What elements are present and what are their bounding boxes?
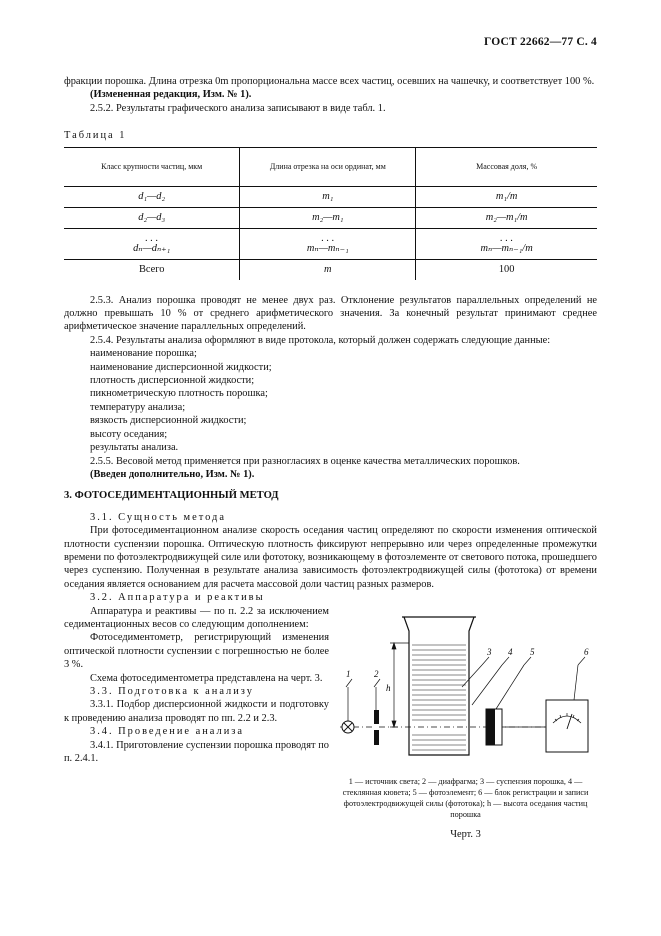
paragraph-3-2-device: Фотоседиментометр, регистрирующий изменения оптической плотности суспензии с погрешностью не более 3 %.	[64, 632, 329, 671]
table-cell: Всего	[138, 263, 165, 275]
list-item: пикнометрическую плотность порошка;	[90, 388, 268, 400]
list-item: плотность дисперсионной жидкости;	[90, 375, 255, 387]
paragraph-2-5-3: 2.5.3. Анализ порошка проводят не менее двух раз. Отклонение результатов параллельных определений не должно превышать 10 % от среднего арифметического значения. За конечный результат принимают среднее арифметическое значение параллельных определений.	[64, 294, 597, 333]
label-3: 3	[487, 646, 492, 657]
subsection-3-4-title: 3.4. Проведение анализа	[90, 726, 244, 738]
table-cell: d₂—d₃	[64, 207, 240, 228]
cuvette-icon	[402, 617, 476, 755]
table-row	[64, 207, 597, 228]
table-cell: 100	[416, 259, 597, 280]
table-cell: m₂—m₁	[240, 207, 416, 228]
h-label: h	[386, 682, 391, 693]
table-cell: . . . mₙ—mₙ₋₁/m	[416, 228, 597, 259]
paragraph-3-3-1: 3.3.1. Подбор дисперсионной жидкости и подготовку к проведению анализа проводят по пп. 2.2 и 2.3.	[64, 699, 329, 724]
table-cell: . . . mₙ—mₙ₋₁	[240, 228, 416, 259]
subsection-3-3-title: 3.3. Подготовка к анализу	[90, 686, 254, 697]
two-column-block	[64, 605, 597, 840]
left-column	[64, 605, 329, 766]
list-item: наименование порошка;	[90, 348, 197, 360]
table-header: Массовая доля, %	[416, 147, 597, 186]
label-4: 4	[508, 646, 513, 657]
paragraph-3-1: При фотоседиментационном анализе скорость оседания частиц определяют по скорости изменения оптической плотности суспензии порошка. Оптическую плотность фиксируют непрерывно или через определенные промежутки времени по фотоэлектродвижущей силе или фототоку, возникающему в фотоэлементе от светового потока, прошедшего через суспензию. Полученная в результате анализа зависимость фотоэлектродвижущей силы (фототока) от времени оседания является основанием для расчета массовой доли частиц разных размеров.	[64, 525, 597, 590]
table-cell: m₂—m₁/m	[416, 207, 597, 228]
list-item: результаты анализа.	[90, 442, 179, 454]
table-cell: m	[240, 259, 416, 280]
table-header: Длина отрезка на оси ординат, мм	[240, 147, 416, 186]
label-5: 5	[530, 646, 535, 657]
table-cell: . . . dₙ—dₙ₊₁	[64, 228, 240, 259]
table-cell: m₁	[240, 186, 416, 207]
table-row	[64, 186, 597, 207]
table-caption: Таблица 1	[64, 130, 127, 142]
list-item: наименование дисперсионной жидкости;	[90, 361, 272, 373]
page-header: ГОСТ 22662—77 С. 4	[484, 36, 597, 48]
table-row	[64, 259, 597, 280]
suspension-fill	[412, 645, 466, 750]
table-row	[64, 228, 597, 259]
figure-caption: 1 — источник света; 2 — диафрагма; 3 — суспензия порошка, 4 — стеклянная кювета; 5 — фотоэлемент; 6 — блок регистрации и записи фотоэлектродвижущей силы (фототока); h — высота оседания частиц порошка	[342, 776, 589, 819]
results-table	[64, 147, 597, 280]
table-cell: m₁/m	[416, 186, 597, 207]
figure-number: Черт. 3	[450, 828, 481, 840]
list-item: вязкость дисперсионной жидкости;	[90, 415, 247, 427]
height-dimension	[390, 643, 409, 727]
subsection-3-1-title: 3.1. Сущность метода	[90, 511, 226, 523]
paragraph-3-2: Аппаратура и реактивы — по п. 2.2 за исключением седиментационных весов со следующим дополнением:	[64, 605, 329, 630]
paragraph-2-5-4: 2.5.4. Результаты анализа оформляют в виде протокола, который должен содержать следующие данные:	[90, 334, 551, 346]
document-body	[64, 75, 597, 840]
paragraph-3-4-1: 3.4.1. Приготовление суспензии порошка проводят по п. 2.4.1.	[64, 739, 329, 765]
table-header: Класс крупности частиц, мкм	[64, 147, 240, 186]
label-6: 6	[584, 646, 589, 657]
paragraph-2-5-5: 2.5.5. Весовой метод применяется при разногласиях в оценке качества металлических порошков.	[90, 455, 520, 467]
addition-note: (Введен дополнительно, Изм. № 1).	[90, 468, 255, 480]
paragraph-2-5-2: 2.5.2. Результаты графического анализа записывают в виде табл. 1.	[90, 102, 386, 114]
list-item: высоту оседания;	[90, 428, 168, 440]
table-cell: d₁—d₂	[64, 186, 240, 207]
subsection-3-2-title: 3.2. Аппаратура и реактивы	[90, 592, 265, 604]
list-item: температуру анализа;	[90, 401, 186, 413]
figure-3	[334, 605, 597, 842]
recorder-unit-icon	[546, 700, 588, 752]
paragraph-3-2-scheme: Схема фотоседиментометра представлена на черт. 3.	[90, 672, 323, 684]
label-1: 1	[346, 668, 351, 679]
label-2: 2	[374, 668, 379, 679]
photosedimentometer-diagram	[334, 605, 597, 770]
paragraph-fraction: фракции порошка. Длина отрезка 0m пропорциональна массе всех частиц, осевших на чашечку, и соответствует 100 %.	[64, 76, 595, 87]
section-title: 3. ФОТОСЕДИМЕНТАЦИОННЫЙ МЕТОД	[64, 490, 279, 502]
revision-note: (Измененная редакция, Изм. № 1).	[90, 89, 252, 101]
